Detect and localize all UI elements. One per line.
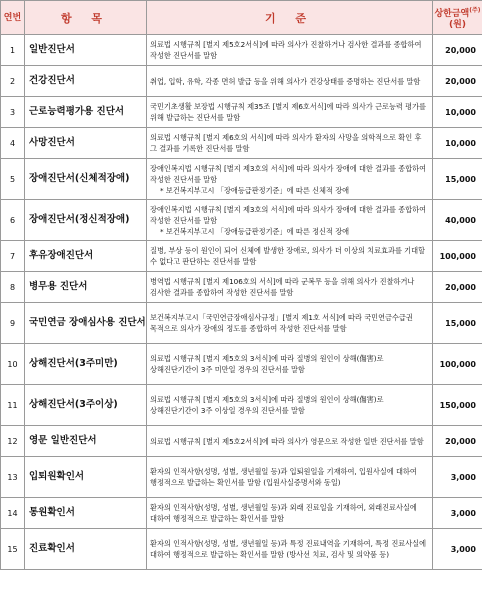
row-criteria	[147, 35, 433, 66]
row-criteria-note: * 보건복지부고시 「장애등급판정기준」에 따른 정신적 장애	[160, 226, 350, 236]
row-criteria	[147, 200, 433, 241]
row-criteria	[147, 128, 433, 159]
row-item-name: 입퇴원확인서	[25, 457, 147, 498]
row-fee-limit: 3,000	[433, 529, 482, 570]
row-number: 14	[1, 498, 25, 529]
row-criteria	[147, 529, 433, 570]
header-number: 연번	[1, 1, 25, 35]
header-criteria: 기 준	[147, 1, 433, 35]
row-item-name: 근로능력평가용 진단서	[25, 97, 147, 128]
table-row	[1, 498, 482, 529]
row-item-name: 국민연금 장애심사용 진단서	[25, 303, 147, 344]
row-number: 4	[1, 128, 25, 159]
table-header-row	[1, 1, 482, 35]
row-fee-limit: 20,000	[433, 426, 482, 457]
row-item-name: 장애진단서(정신적장애)	[25, 200, 147, 241]
header-fee-limit	[433, 1, 482, 35]
row-fee-limit: 10,000	[433, 97, 482, 128]
header-fee-note-mark: (주)	[469, 6, 481, 14]
table-row	[1, 344, 482, 385]
row-criteria-text: 환자의 인적사항(성명, 성별, 생년월일 등)과 특정 진료내역을 기재하여, 특정 진료사실에 대하여 행정적으로 발급하는 확인서를 말함 (방사선 치료, 검사 및 의약품 등)	[150, 539, 427, 559]
table-row	[1, 159, 482, 200]
table-row	[1, 35, 482, 66]
table-row	[1, 128, 482, 159]
row-fee-limit: 100,000	[433, 241, 482, 272]
row-fee-limit: 20,000	[433, 272, 482, 303]
row-fee-limit: 20,000	[433, 35, 482, 66]
row-number: 10	[1, 344, 25, 385]
row-criteria-text: 의료법 시행규칙 [별지 제5호의 3서식]에 따라 질병의 원인이 상해(傷害)로 상해진단기간이 3주 미만일 경우의 진단서를 말함	[150, 354, 384, 374]
table-row	[1, 426, 482, 457]
row-criteria-text: 보건복지부고시「국민연금장애심사규정」[별지 제1호 서식]에 따라 국민연금수급권 목적으로 의사가 장애의 정도를 종합하여 작성한 진단서를 말함	[150, 313, 413, 333]
row-criteria-text: 장애인복지법 시행규칙 [별지 제3호의 서식]에 따라 의사가 장애에 대한 결과를 종합하여 작성한 진단서를 말함	[150, 163, 427, 184]
row-number: 3	[1, 97, 25, 128]
row-item-name: 건강진단서	[25, 66, 147, 97]
row-item-name: 후유장애진단서	[25, 241, 147, 272]
row-number: 2	[1, 66, 25, 97]
row-fee-limit: 3,000	[433, 498, 482, 529]
row-fee-limit: 15,000	[433, 159, 482, 200]
row-criteria-text: 의료법 시행규칙 [별지 제5호의 3서식]에 따라 질병의 원인이 상해(傷害)로 상해진단기간이 3주 이상일 경우의 진단서를 말함	[150, 395, 384, 415]
row-number: 6	[1, 200, 25, 241]
row-fee-limit: 20,000	[433, 66, 482, 97]
row-number: 7	[1, 241, 25, 272]
table-row	[1, 303, 482, 344]
row-criteria-text: 장애인복지법 시행규칙 [별지 제3호의 서식]에 따라 의사가 장애에 대한 결과를 종합하여 작성한 진단서를 말함	[150, 204, 427, 225]
row-item-name: 사망진단서	[25, 128, 147, 159]
row-item-name: 일반진단서	[25, 35, 147, 66]
row-fee-limit: 40,000	[433, 200, 482, 241]
row-criteria-text: 의료법 시행규칙 [별지 제5호2서식]에 따라 의사가 진찰하거나 검사한 결과를 종합하여 작성한 진단서를 말함	[150, 40, 422, 60]
table-row	[1, 200, 482, 241]
row-criteria-text: 환자의 인적사항(성명, 성별, 생년월일 등)과 입퇴원일을 기재하여, 입원사실에 대하여 행정적으로 발급하는 확인서를 말함 (입원사실증명서와 동일)	[150, 467, 417, 487]
table-row	[1, 241, 482, 272]
row-fee-limit: 15,000	[433, 303, 482, 344]
row-criteria	[147, 426, 433, 457]
row-criteria-text: 환자의 인적사항(성명, 성별, 생년월일 등)과 외래 진료일을 기재하여, 외래진료사실에 대하여 행정적으로 발급하는 확인서를 말함	[150, 503, 417, 523]
row-number: 11	[1, 385, 25, 426]
row-number: 15	[1, 529, 25, 570]
table-row	[1, 97, 482, 128]
table-row	[1, 529, 482, 570]
header-fee-label: 상한금액	[434, 8, 470, 19]
row-criteria	[147, 344, 433, 385]
row-item-name: 영문 일반진단서	[25, 426, 147, 457]
header-item: 항 목	[25, 1, 147, 35]
row-criteria	[147, 457, 433, 498]
row-item-name: 통원확인서	[25, 498, 147, 529]
row-number: 12	[1, 426, 25, 457]
row-fee-limit: 150,000	[433, 385, 482, 426]
row-criteria-note: * 보건복지부고시 「장애등급판정기준」에 따른 신체적 장애	[160, 185, 350, 195]
table-row	[1, 385, 482, 426]
row-criteria	[147, 241, 433, 272]
header-fee-unit: (원)	[449, 19, 466, 30]
row-fee-limit: 10,000	[433, 128, 482, 159]
row-criteria-text: 질병, 부상 등이 원인이 되어 신체에 발생한 장애로, 의사가 더 이상의 치료효과를 기대할 수 없다고 판단하는 진단서를 말함	[150, 246, 425, 266]
row-criteria-text: 의료법 시행규칙 [별지 제6호의 서식]에 따라 의사가 환자의 사망을 의학적으로 확인 후 그 결과를 기록한 진단서를 말함	[150, 133, 422, 153]
row-criteria-text: 취업, 입학, 유학, 각종 면허 발급 등을 위해 의사가 건강상태를 증명하는 진단서를 말함	[150, 76, 421, 86]
row-item-name: 상해진단서(3주이상)	[25, 385, 147, 426]
row-number: 9	[1, 303, 25, 344]
row-fee-limit: 100,000	[433, 344, 482, 385]
row-criteria	[147, 272, 433, 303]
table-row	[1, 457, 482, 498]
row-item-name: 병무용 진단서	[25, 272, 147, 303]
row-criteria	[147, 303, 433, 344]
row-number: 13	[1, 457, 25, 498]
row-criteria-text: 국민기초생활 보장법 시행규칙 제35조 [별지 제6호서식]에 따라 의사가 근로능력 평가를 위해 발급하는 진단서를 말함	[150, 102, 426, 122]
row-item-name: 장애진단서(신체적장애)	[25, 159, 147, 200]
row-item-name: 진료확인서	[25, 529, 147, 570]
row-criteria-text: 의료법 시행규칙 [별지 제5호2서식]에 따라 의사가 영문으로 작성한 일반 진단서를 말함	[150, 436, 424, 446]
table-row	[1, 66, 482, 97]
row-criteria	[147, 97, 433, 128]
row-criteria	[147, 159, 433, 200]
row-criteria-text: 병역법 시행규칙 [별지 제106호의 서식]에 따라 군복무 등을 위해 의사가 진찰하거나 검사한 결과를 종합하여 작성한 진단서를 말함	[150, 277, 415, 297]
row-item-name: 상해진단서(3주미만)	[25, 344, 147, 385]
row-criteria	[147, 66, 433, 97]
table-row	[1, 272, 482, 303]
row-number: 1	[1, 35, 25, 66]
row-number: 5	[1, 159, 25, 200]
row-criteria	[147, 385, 433, 426]
row-criteria	[147, 498, 433, 529]
row-number: 8	[1, 272, 25, 303]
row-fee-limit: 3,000	[433, 457, 482, 498]
